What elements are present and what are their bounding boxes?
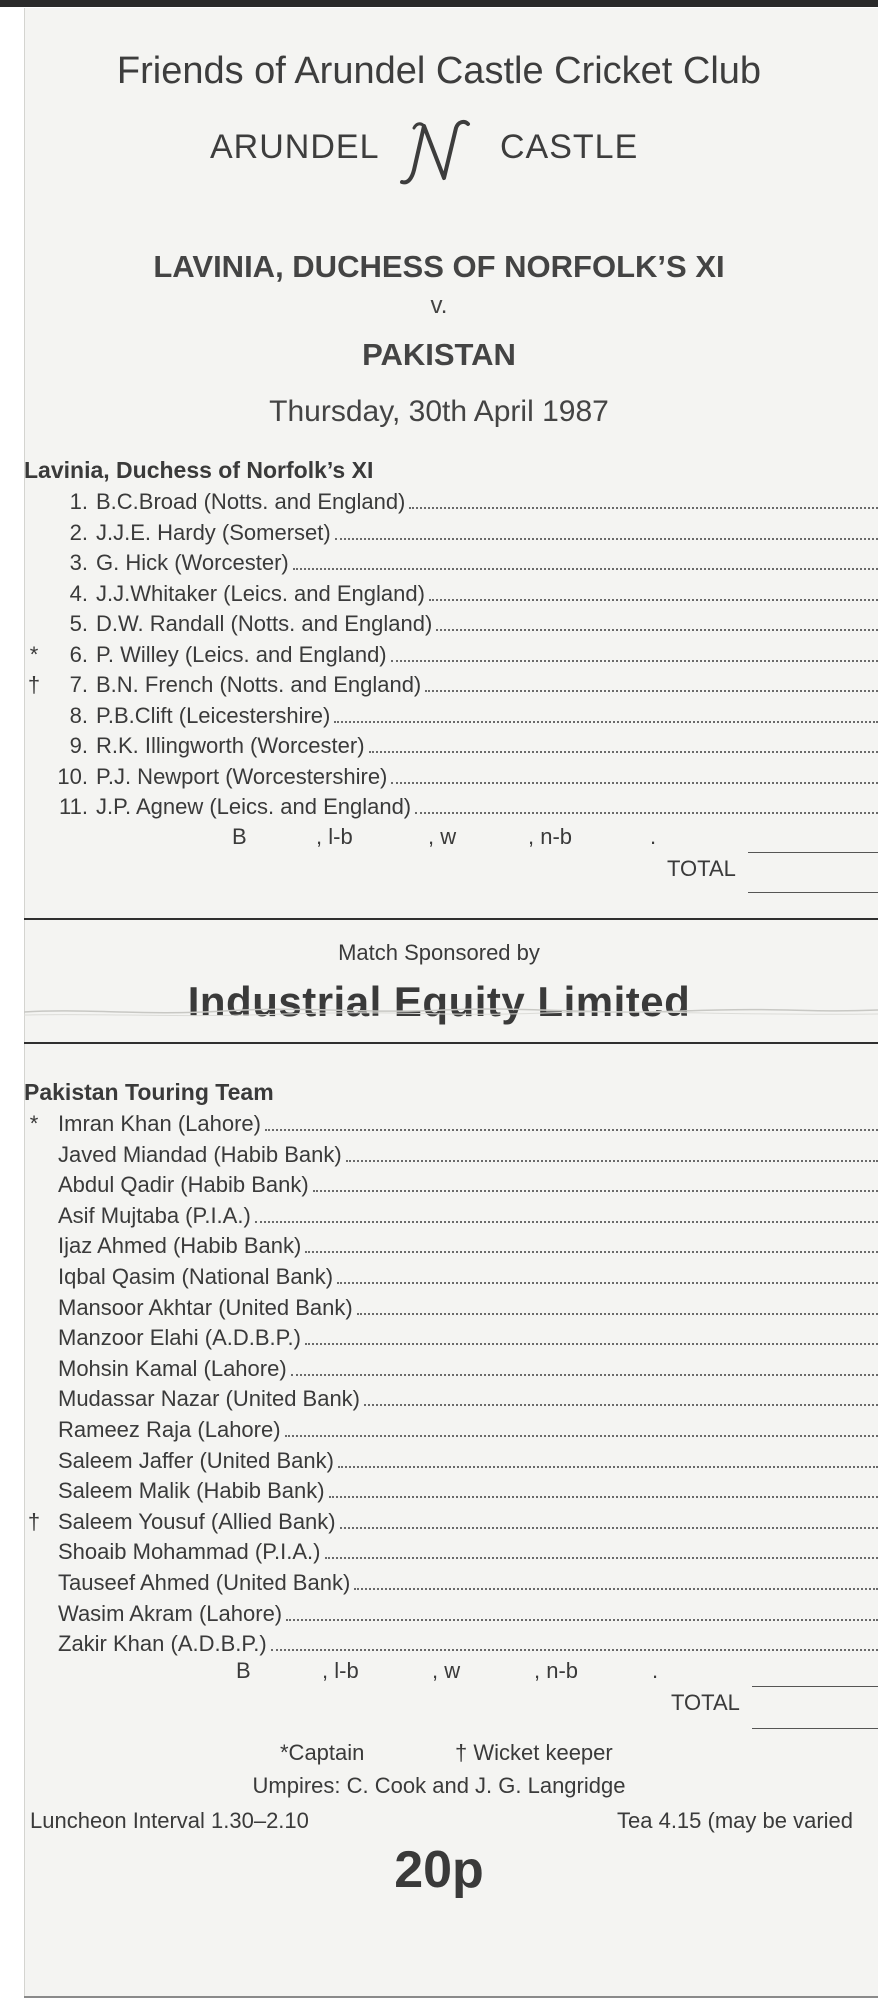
home-player-mark: *	[29, 641, 39, 667]
home-score-dotted-line	[369, 751, 878, 753]
away-player-row	[24, 1199, 878, 1229]
arundel-word: ARUNDEL	[210, 128, 380, 166]
away-player-name: Mohsin Kamal (Lahore)	[58, 1355, 287, 1381]
away-player-row	[24, 1229, 878, 1259]
home-score-dotted-line	[335, 538, 878, 540]
away-player-name: Iqbal Qasim (National Bank)	[58, 1264, 334, 1289]
away-score-dotted-line	[337, 1282, 878, 1284]
away-player-name: Shoaib Mohammad (P.I.A.)	[58, 1539, 321, 1565]
home-player-row	[24, 790, 878, 820]
away-player-row	[24, 1107, 878, 1137]
castle-word: CASTLE	[500, 128, 639, 166]
away-score-dotted-line	[255, 1221, 878, 1223]
home-total-label: TOTAL	[667, 856, 736, 881]
away-player-mark: *	[29, 1111, 39, 1136]
home-extras-w: , w	[428, 824, 457, 849]
away-score-dotted-line	[346, 1160, 878, 1162]
home-score-dotted-line	[391, 782, 878, 784]
home-score-dotted-line	[391, 660, 878, 662]
home-extras-end: .	[650, 824, 657, 849]
home-score-dotted-line	[415, 812, 878, 814]
home-player-row	[24, 577, 878, 607]
away-player-name: Manzoor Elahi (A.D.B.P.)	[58, 1325, 301, 1351]
home-player-name: D.W. Randall (Notts. and England)	[96, 611, 433, 636]
away-player-name: Abdul Qadir (Habib Bank)	[58, 1172, 309, 1198]
away-player-row	[24, 1352, 878, 1382]
home-player-number: 6.	[69, 641, 88, 667]
away-player-name: Saleem Yousuf (Allied Bank)	[58, 1508, 336, 1534]
away-player-name: Saleem Malik (Habib Bank)	[58, 1478, 325, 1504]
away-player-name: Wasim Akram (Lahore)	[58, 1600, 283, 1626]
home-player-number: 3.	[69, 550, 88, 575]
away-player-name: Mudassar Nazar (United Bank)	[58, 1386, 361, 1412]
away-score-dotted-line	[286, 1619, 878, 1621]
away-extras-w: , w	[432, 1658, 461, 1683]
match-date: Thursday, 30th April 1987	[269, 395, 609, 428]
away-score-dotted-line	[285, 1435, 878, 1437]
home-player-row	[24, 668, 878, 698]
home-player-row	[24, 485, 878, 515]
away-score-dotted-line	[313, 1190, 878, 1192]
home-player-number: 10.	[57, 763, 88, 789]
home-team-title: LAVINIA, DUCHESS OF NORFOLK’S XI	[153, 249, 725, 284]
home-player-name: B.N. French (Notts. and England)	[96, 672, 422, 697]
home-player-name: B.C.Broad (Notts. and England)	[96, 489, 406, 514]
home-player-row	[24, 516, 878, 546]
away-score-dotted-line	[305, 1251, 878, 1253]
away-player-row	[24, 1597, 878, 1627]
home-player-name: J.J.Whitaker (Leics. and England)	[96, 580, 425, 606]
away-extras-lb: , l-b	[322, 1658, 359, 1683]
away-player-row	[24, 1260, 878, 1290]
home-total-line	[748, 892, 878, 893]
away-total-line	[752, 1728, 878, 1729]
away-score-dotted-line	[354, 1588, 878, 1590]
home-extras-b: B	[232, 824, 247, 849]
away-player-row	[24, 1444, 878, 1474]
home-extras-line	[748, 852, 878, 853]
away-player-row	[24, 1627, 878, 1657]
home-player-row	[24, 638, 878, 668]
keeper-legend: † Wicket keeper	[455, 1740, 613, 1765]
home-player-name: J.J.E. Hardy (Somerset)	[96, 519, 331, 545]
away-player-name: Rameez Raja (Lahore)	[58, 1417, 281, 1442]
away-player-row	[24, 1382, 878, 1412]
home-player-number: 2.	[69, 519, 88, 545]
home-player-mark: †	[27, 672, 41, 697]
home-score-dotted-line	[293, 568, 878, 570]
home-player-row	[24, 699, 878, 729]
home-extras-nb: , n-b	[528, 824, 573, 849]
versus: v.	[430, 292, 448, 319]
away-player-name: Tauseef Ahmed (United Bank)	[58, 1570, 351, 1595]
away-extras-nb: , n-b	[534, 1658, 579, 1683]
home-player-number: 1.	[69, 489, 88, 514]
home-player-row	[24, 760, 878, 790]
home-team-heading: Lavinia, Duchess of Norfolk’s XI	[24, 457, 374, 483]
home-player-name: P. Willey (Leics. and England)	[96, 641, 387, 667]
away-score-dotted-line	[329, 1496, 878, 1498]
away-score-dotted-line	[291, 1374, 878, 1376]
home-player-number: 8.	[69, 702, 88, 728]
away-extras-b: B	[236, 1658, 251, 1683]
away-player-row	[24, 1168, 878, 1198]
away-player-row	[24, 1474, 878, 1504]
away-player-name: Javed Miandad (Habib Bank)	[58, 1141, 342, 1167]
away-player-name: Asif Mujtaba (P.I.A.)	[58, 1202, 251, 1228]
home-score-dotted-line	[409, 507, 878, 509]
away-score-dotted-line	[357, 1313, 878, 1315]
fold-crease	[24, 1002, 878, 1022]
away-score-dotted-line	[325, 1557, 878, 1559]
away-player-row	[24, 1535, 878, 1565]
home-player-number: 7.	[69, 672, 88, 697]
umpires: Umpires: C. Cook and J. G. Langridge	[252, 1773, 626, 1798]
away-player-name: Zakir Khan (A.D.B.P.)	[58, 1631, 267, 1657]
home-player-number: 5.	[69, 611, 88, 636]
sponsor-bottom-rule	[24, 1042, 878, 1044]
home-player-row	[24, 546, 878, 576]
away-player-row	[24, 1138, 878, 1168]
home-score-dotted-line	[436, 629, 878, 631]
captain-legend: *Captain	[280, 1740, 365, 1765]
away-player-row	[24, 1321, 878, 1351]
price: 20p	[394, 1841, 484, 1899]
away-player-name: Imran Khan (Lahore)	[58, 1111, 261, 1136]
away-player-row	[24, 1413, 878, 1443]
away-player-name: Mansoor Akhtar (United Bank)	[58, 1294, 353, 1320]
away-player-row	[24, 1566, 878, 1596]
home-player-name: R.K. Illingworth (Worcester)	[96, 733, 365, 758]
away-extras-end: .	[652, 1658, 659, 1683]
club-name: Friends of Arundel Castle Cricket Club	[116, 50, 762, 92]
home-player-name: P.J. Newport (Worcestershire)	[96, 763, 388, 789]
away-player-name: Saleem Jaffer (United Bank)	[58, 1447, 334, 1473]
away-team-heading: Pakistan Touring Team	[24, 1079, 274, 1105]
away-score-dotted-line	[271, 1649, 878, 1651]
home-player-name: P.B.Clift (Leicestershire)	[96, 702, 331, 728]
sponsor-top-rule	[24, 918, 878, 920]
top-edge	[0, 0, 878, 7]
home-player-row	[24, 729, 878, 759]
away-player-name: Ijaz Ahmed (Habib Bank)	[58, 1233, 302, 1259]
away-total-label: TOTAL	[671, 1690, 740, 1715]
away-score-dotted-line	[340, 1527, 878, 1529]
away-player-row	[24, 1505, 878, 1535]
home-score-dotted-line	[429, 599, 878, 601]
sponsored-by: Match Sponsored by	[338, 940, 540, 965]
home-extras-lb: , l-b	[316, 824, 353, 849]
away-score-dotted-line	[364, 1404, 878, 1406]
home-score-dotted-line	[425, 690, 878, 692]
home-player-number: 9.	[69, 733, 88, 758]
away-player-mark: †	[27, 1508, 41, 1534]
home-player-number: 4.	[69, 580, 88, 606]
tea-interval: Tea 4.15 (may be varied	[617, 1808, 854, 1833]
home-player-number: 11.	[59, 794, 88, 819]
sponsor-name: Industrial Equity Limited	[187, 978, 691, 1025]
away-score-dotted-line	[305, 1343, 878, 1345]
arundel-n-logo	[394, 112, 474, 192]
bottom-edge	[24, 1996, 878, 1998]
home-score-dotted-line	[334, 721, 878, 723]
luncheon-interval: Luncheon Interval 1.30–2.10	[30, 1808, 309, 1833]
home-player-name: G. Hick (Worcester)	[96, 550, 289, 575]
away-team-title: PAKISTAN	[362, 337, 516, 372]
away-score-dotted-line	[265, 1129, 878, 1131]
home-player-name: J.P. Agnew (Leics. and England)	[96, 794, 412, 819]
home-player-row	[24, 607, 878, 637]
away-player-row	[24, 1291, 878, 1321]
away-score-dotted-line	[338, 1466, 878, 1468]
away-extras-line	[752, 1686, 878, 1687]
